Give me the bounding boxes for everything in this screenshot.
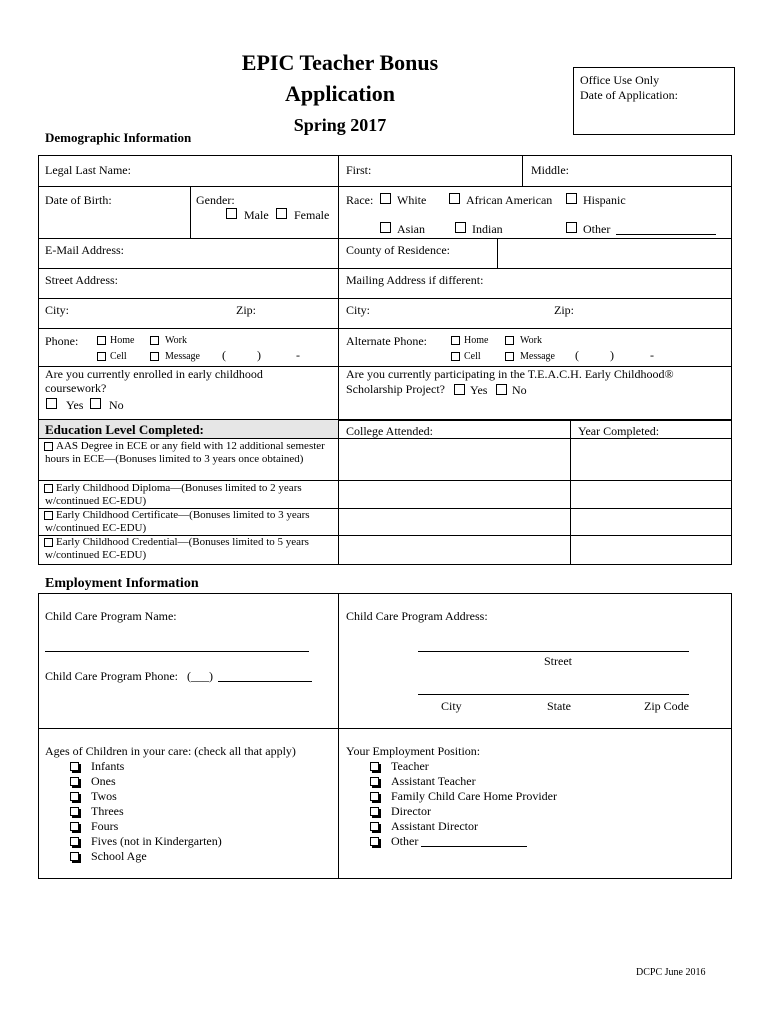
male-label: Male — [244, 208, 269, 222]
zip-label[interactable]: Zip: — [236, 303, 256, 317]
date-of-birth-label[interactable]: Date of Birth: — [45, 193, 112, 207]
year-completed-label: Year Completed: — [578, 424, 660, 438]
position-teacher-checkbox[interactable] — [370, 762, 379, 771]
form-title-line2: Application — [284, 81, 396, 106]
position-family-provider-label: Family Child Care Home Provider — [391, 789, 557, 803]
age-fives-label: Fives (not in Kindergarten) — [91, 834, 222, 848]
enrolled-no-label: No — [109, 398, 124, 412]
position-label: Your Employment Position: — [346, 744, 481, 758]
office-use-label: Office Use Only — [580, 73, 660, 87]
demographic-heading: Demographic Information — [45, 130, 192, 145]
alt-phone-work-checkbox[interactable] — [505, 336, 514, 345]
county-label[interactable]: County of Residence: — [346, 243, 450, 257]
teach-no-checkbox[interactable] — [496, 384, 507, 395]
phone-paren-open: ( — [222, 348, 226, 362]
alt-phone-paren-close: ) — [610, 348, 614, 362]
age-fours-checkbox[interactable] — [70, 822, 79, 831]
phone-work-checkbox[interactable] — [150, 336, 159, 345]
college-attended-label: College Attended: — [346, 424, 433, 438]
form-title-line1: EPIC Teacher Bonus — [241, 50, 439, 75]
other-race-checkbox[interactable] — [566, 222, 577, 233]
age-ones-checkbox[interactable] — [70, 777, 79, 786]
enrolled-yes-label: Yes — [66, 398, 84, 412]
position-assistant-director-checkbox[interactable] — [370, 822, 379, 831]
street-address-label[interactable]: Street Address: — [45, 273, 118, 287]
age-infants-label: Infants — [91, 759, 125, 773]
credential-label: Early Childhood Credential—(Bonuses limited to 5 years w/continued EC-EDU) — [45, 536, 309, 561]
female-checkbox[interactable] — [276, 208, 287, 219]
phone-home-checkbox[interactable] — [97, 336, 106, 345]
email-label[interactable]: E-Mail Address: — [45, 243, 124, 257]
white-checkbox[interactable] — [380, 193, 391, 204]
footer-code: DCPC June 2016 — [636, 967, 706, 978]
female-label: Female — [294, 208, 330, 222]
hispanic-checkbox[interactable] — [566, 193, 577, 204]
mailing-zip-label[interactable]: Zip: — [554, 303, 574, 317]
mailing-city-label[interactable]: City: — [346, 303, 371, 317]
phone-work-label: Work — [165, 335, 187, 346]
date-of-application-label: Date of Application: — [580, 88, 678, 102]
teach-yes-label: Yes — [470, 383, 488, 397]
street-line[interactable] — [418, 651, 689, 652]
position-other-label: Other — [391, 834, 419, 848]
zip-code-caption: Zip Code — [644, 699, 689, 713]
alt-phone-cell-label: Cell — [464, 351, 481, 362]
enrolled-no-checkbox[interactable] — [90, 398, 101, 409]
program-phone-label: Child Care Program Phone: — [45, 669, 178, 683]
first-name-label[interactable]: First: — [346, 163, 372, 177]
alt-phone-message-checkbox[interactable] — [505, 352, 514, 361]
phone-paren-close: ) — [257, 348, 261, 362]
position-assistant-director-label: Assistant Director — [391, 819, 478, 833]
position-other-checkbox[interactable] — [370, 837, 379, 846]
age-threes-checkbox[interactable] — [70, 807, 79, 816]
legal-last-name-label[interactable]: Legal Last Name: — [45, 163, 131, 177]
certificate-label: Early Childhood Certificate—(Bonuses limited to 3 years w/continued EC-EDU) — [45, 509, 310, 534]
phone-dash: - — [296, 348, 300, 362]
phone-home-label: Home — [110, 335, 135, 346]
form-subtitle: Spring 2017 — [293, 115, 387, 135]
male-checkbox[interactable] — [226, 208, 237, 219]
city-label[interactable]: City: — [45, 303, 70, 317]
street-caption: Street — [544, 654, 572, 668]
position-other-line[interactable] — [421, 846, 527, 847]
age-fours-label: Fours — [91, 819, 119, 833]
age-school-age-checkbox[interactable] — [70, 852, 79, 861]
alt-phone-work-label: Work — [520, 335, 542, 346]
alt-phone-home-checkbox[interactable] — [451, 336, 460, 345]
age-school-age-label: School Age — [91, 849, 147, 863]
alt-phone-paren-open: ( — [575, 348, 579, 362]
program-name-label: Child Care Program Name: — [45, 609, 177, 623]
phone-cell-checkbox[interactable] — [97, 352, 106, 361]
alt-phone-cell-checkbox[interactable] — [451, 352, 460, 361]
age-fives-checkbox[interactable] — [70, 837, 79, 846]
other-race-label: Other — [583, 222, 611, 236]
alt-phone-message-label: Message — [520, 351, 555, 362]
enrolled-yes-checkbox[interactable] — [46, 398, 57, 409]
position-director-label: Director — [391, 804, 431, 818]
phone-message-checkbox[interactable] — [150, 352, 159, 361]
phone-message-label: Message — [165, 351, 200, 362]
program-phone-parens[interactable]: (___) — [187, 669, 213, 683]
program-address-label: Child Care Program Address: — [346, 609, 488, 623]
employment-heading: Employment Information — [45, 576, 199, 591]
indian-label: Indian — [472, 222, 503, 236]
city-state-zip-line[interactable] — [418, 694, 689, 695]
age-twos-checkbox[interactable] — [70, 792, 79, 801]
hispanic-label: Hispanic — [583, 193, 626, 207]
teach-no-label: No — [512, 383, 527, 397]
ages-label: Ages of Children in your care: (check all that apply) — [45, 744, 296, 758]
position-director-checkbox[interactable] — [370, 807, 379, 816]
gender-label: Gender: — [196, 193, 235, 207]
race-label: Race: — [346, 193, 374, 207]
asian-checkbox[interactable] — [380, 222, 391, 233]
indian-checkbox[interactable] — [455, 222, 466, 233]
city-caption: City — [441, 699, 462, 713]
mailing-address-label[interactable]: Mailing Address if different: — [346, 273, 484, 287]
african-american-label: African American — [466, 193, 553, 207]
enrolled-question: Are you currently enrolled in early childhood coursework? — [45, 367, 263, 395]
age-twos-label: Twos — [91, 789, 117, 803]
teach-yes-checkbox[interactable] — [454, 384, 465, 395]
diploma-label: Early Childhood Diploma—(Bonuses limited to 2 years w/continued EC-EDU) — [45, 482, 302, 507]
position-teacher-label: Teacher — [391, 759, 429, 773]
asian-label: Asian — [397, 222, 425, 236]
other-race-line[interactable] — [616, 234, 716, 235]
program-name-line[interactable] — [45, 651, 309, 652]
alt-phone-label: Alternate Phone: — [346, 334, 427, 348]
age-threes-label: Threes — [91, 804, 124, 818]
education-heading: Education Level Completed: — [45, 422, 204, 437]
white-label: White — [397, 193, 427, 207]
position-assistant-teacher-checkbox[interactable] — [370, 777, 379, 786]
middle-name-label[interactable]: Middle: — [531, 163, 569, 177]
teach-question: Are you currently participating in the T.E.A.C.H. Early Childhood® Scholarship Project? — [346, 367, 674, 396]
state-caption: State — [547, 699, 571, 713]
age-infants-checkbox[interactable] — [70, 762, 79, 771]
alt-phone-home-label: Home — [464, 335, 489, 346]
aas-degree-label: AAS Degree in ECE or any field with 12 additional semester hours in ECE—(Bonuses limited to 3 years once obtained) — [45, 440, 325, 465]
age-ones-label: Ones — [91, 774, 116, 788]
african-american-checkbox[interactable] — [449, 193, 460, 204]
program-phone-line[interactable] — [218, 681, 312, 682]
phone-label: Phone: — [45, 334, 79, 348]
position-assistant-teacher-label: Assistant Teacher — [391, 774, 476, 788]
position-family-provider-checkbox[interactable] — [370, 792, 379, 801]
phone-cell-label: Cell — [110, 351, 127, 362]
alt-phone-dash: - — [650, 348, 654, 362]
